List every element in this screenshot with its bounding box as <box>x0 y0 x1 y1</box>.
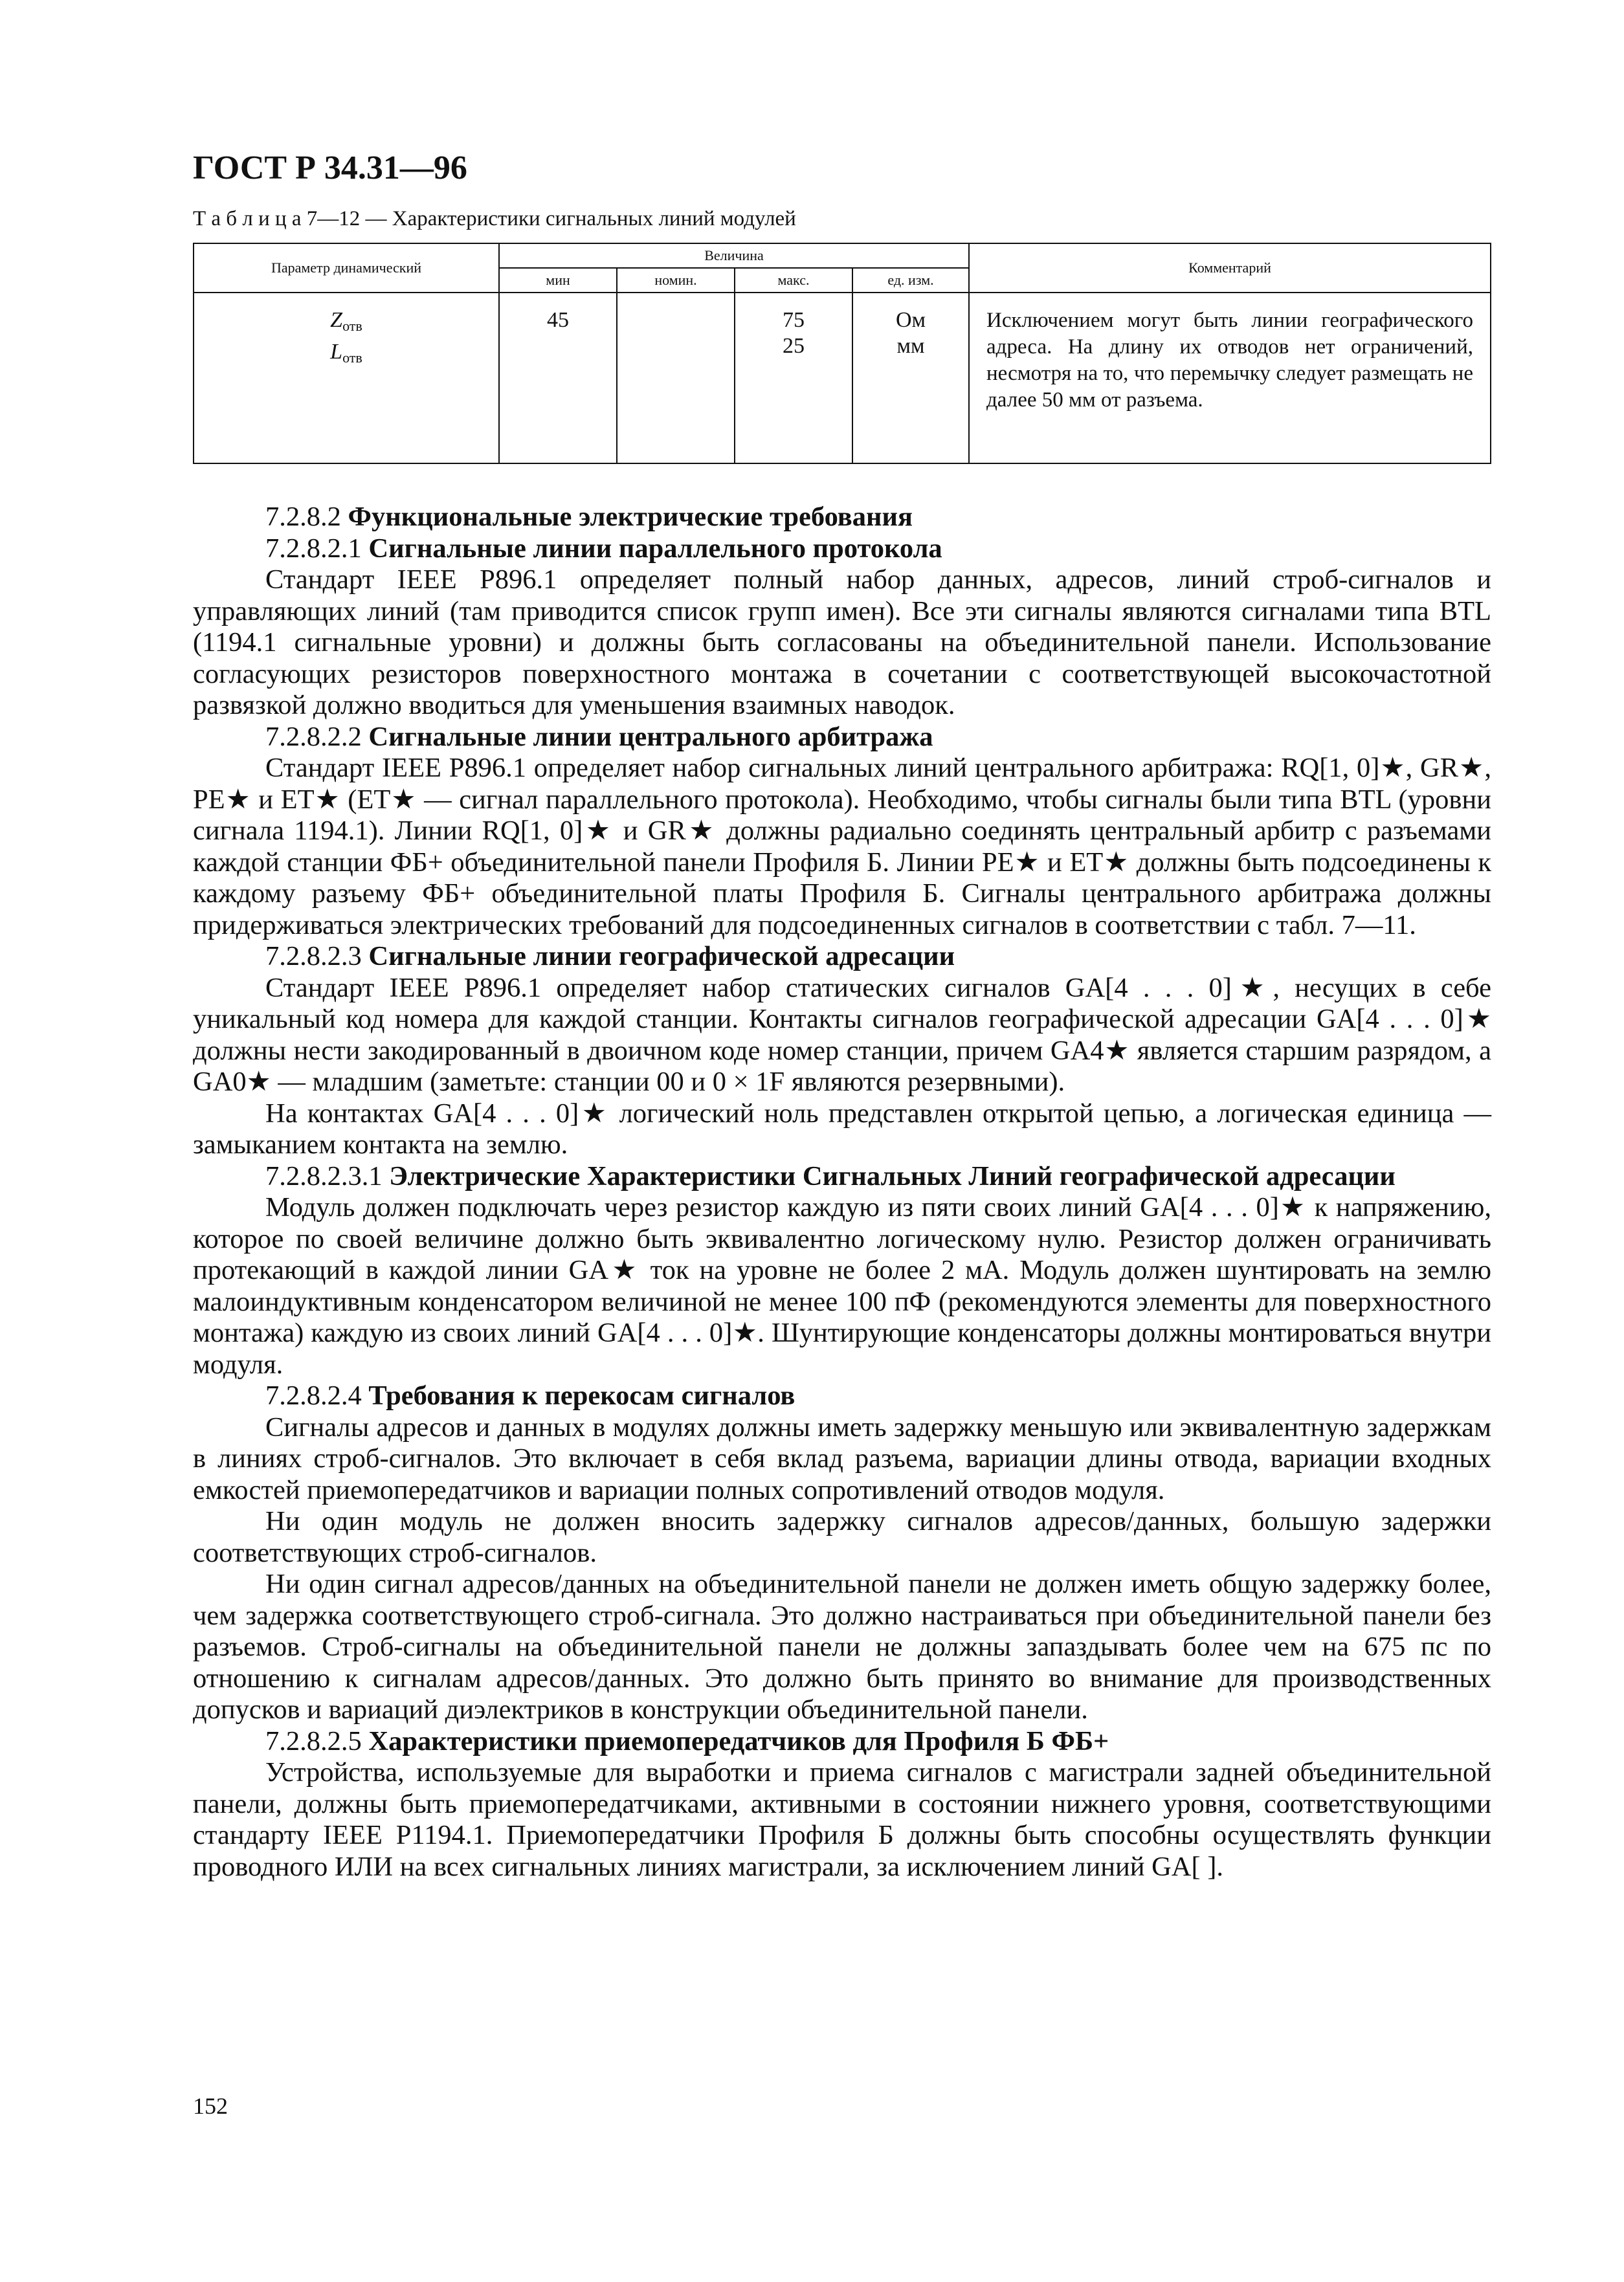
paragraph: Устройства, используемые для выработки и приема сигналов с магистрали задней объединительной панели, должны быть приемопередатчиками, активными в состоянии нижнего уровня, соответствующими стандарту IEEE P1194.1. Приемопередатчики Профиля Б должны быть способны осуществлять функции проводного ИЛИ на всех сигнальных линиях магистрали, за исключением линий GA[ ]. <box>193 1757 1491 1882</box>
section-heading: 7.2.8.2 Функциональные электрические требования <box>265 502 913 532</box>
document-header: ГОСТ Р 34.31—96 <box>193 150 467 186</box>
paragraph: Сигналы адресов и данных в модулях должны иметь задержку меньшую или эквивалентную задержкам в линиях строб-сигналов. Это включает в себя вклад разъема, вариации длины отвода, вариации входных емкостей приемопередатчиков и вариации полных сопротивлений отводов модуля. <box>193 1412 1491 1505</box>
paragraph: Стандарт IEEE P896.1 определяет набор сигнальных линий центрального арбитража: RQ[1, 0]★, GR★, PE★ и ET★ (ET★ — сигнал параллельного протокола). Необходимо, чтобы сигналы были типа BTL (уровни сигнала 1194.1). Линии RQ[1, 0]★ и GR★ должны радиально соединять центральный арбитр с разъемами каждой станции ФБ+ объединительной панели Профиля Б. Линии PE★ и ET★ должны быть подсоединены к каждому разъему ФБ+ объединительной платы Профиля Б. Сигналы центрального арбитража должны придерживаться электрических требований для подсоединенных сигналов в соответствии с табл. 7—11. <box>193 753 1491 940</box>
header-comment: Комментарий <box>969 243 1491 293</box>
paragraph: Стандарт IEEE P896.1 определяет набор статических сигналов GA[4 . . . 0]★, несущих в себе уникальный код номера для каждой станции. Контакты сигналов географической адресации GA[4 . . . 0]★ должны нести закодированный в двоичном коде номер станции, причем GA4★ является старшим разрядом, а GA0★ — младшим (заметьте: станции 00 и 0 × 1F являются резервными). <box>193 972 1491 1097</box>
table-caption: Т а б л и ц а 7—12 — Характеристики сигнальных линий модулей <box>193 207 796 230</box>
cell-max: 75 25 <box>735 293 852 463</box>
header-unit: ед. изм. <box>852 268 969 293</box>
header-max: макс. <box>735 268 852 293</box>
header-param: Параметр динамический <box>194 243 499 293</box>
paragraph: Стандарт IEEE P896.1 определяет полный набор данных, адресов, линий строб-сигналов и управляющих линий (там приводится список групп имен). Все эти сигналы являются сигналами типа BTL (1194.1 сигнальные уровни) и должны быть согласованы на объединительной панели. Использование согласующих резисторов поверхностного монтажа в сочетании с соответствующей высокочастотной развязкой должно вводиться для уменьшения взаимных наводок. <box>193 564 1491 720</box>
cell-min: 45 <box>499 293 617 463</box>
paragraph: Модуль должен подключать через резистор каждую из пяти своих линий GA[4 . . . 0]★ к напряжению, которое по своей величине должно быть эквивалентно логическому нулю. Резистор должен ограничивать протекающий в каждой линии GA★ ток на уровне не более 2 мА. Модуль должен шунтировать на землю малоиндуктивным конденсатором величиной не менее 100 пФ (рекомендуются элементы для поверхностного монтажа) каждую из своих линий GA[4 . . . 0]★. Шунтирующие конденсаторы должны монтироваться внутри модуля. <box>193 1192 1491 1380</box>
cell-unit: Ом мм <box>852 293 969 463</box>
paragraph: Ни один модуль не должен вносить задержку сигналов адресов/данных, большую задержки соответствующих строб-сигналов. <box>193 1506 1491 1568</box>
section-heading: 7.2.8.2.4 Требования к перекосам сигналов <box>265 1380 795 1411</box>
cell-comment: Исключением могут быть линии географического адреса. На длину их отводов нет ограничений, несмотря на то, что перемычку следует размещать не далее 50 мм от разъема. <box>969 293 1491 463</box>
document-body <box>193 502 1491 1883</box>
page-number: 152 <box>193 2093 228 2119</box>
header-nom: номин. <box>617 268 735 293</box>
paragraph: Ни один сигнал адресов/данных на объединительной панели не должен иметь общую задержку более, чем задержка соответствующего строб-сигнала. Это должно настраиваться при объединительной панели без разъемов. Строб-сигналы на объединительной панели не должны запаздывать более чем на 675 пс по отношению к сигналам адресов/данных. Это должно быть принято во внимание для производственных допусков и вариаций диэлектриков в конструкции объединительной панели. <box>193 1569 1491 1725</box>
section-heading: 7.2.8.2.2 Сигнальные линии центрального арбитража <box>265 721 933 752</box>
paragraph: На контактах GA[4 . . . 0]★ логический ноль представлен открытой цепью, а логическая единица — замыканием контакта на землю. <box>193 1098 1491 1160</box>
header-min: мин <box>499 268 617 293</box>
cell-param: $Z_{отв}$ $L_{отв}$ <box>194 293 499 463</box>
table-row <box>194 293 1491 463</box>
cell-nom <box>617 293 735 463</box>
section-heading: 7.2.8.2.1 Сигнальные линии параллельного протокола <box>265 533 942 564</box>
table-header-row <box>194 243 1491 268</box>
section-heading: 7.2.8.2.3.1 Электрические Характеристики Сигнальных Линий географической адресации <box>265 1160 1396 1191</box>
signal-lines-table <box>193 243 1491 464</box>
section-heading: 7.2.8.2.5 Характеристики приемопередатчиков для Профиля Б ФБ+ <box>265 1725 1109 1756</box>
section-heading: 7.2.8.2.3 Сигнальные линии географической адресации <box>265 941 955 971</box>
header-value: Величина <box>499 243 969 268</box>
